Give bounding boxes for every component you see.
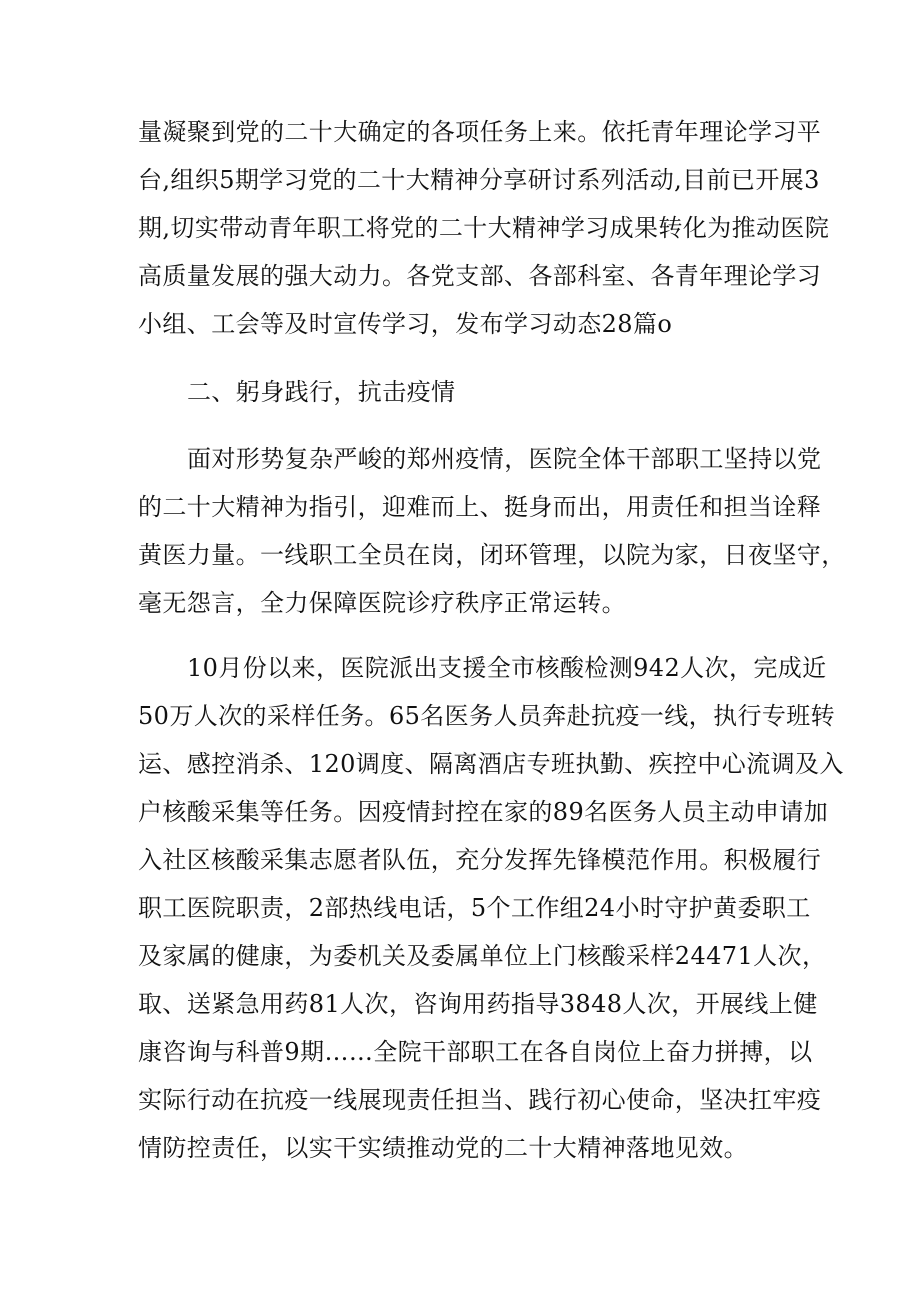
section-heading-2: 二、躬身践行，抗击疫情: [187, 378, 456, 406]
paragraph-3-line-11: 情防控责任，以实干实绩推动党的二十大精神落地见效。: [138, 1134, 748, 1162]
paragraph-3-line-1: 10月份以来，医院派出支援全市核酸检测942人次，完成近: [187, 654, 827, 682]
paragraph-3-line-7: 及家属的健康，为委机关及委属单位上门核酸采样24471人次，: [138, 942, 827, 970]
paragraph-3-line-10: 实际行动在抗疫一线展现责任担当、践行初心使命，坚决扛牢疫: [138, 1086, 822, 1114]
paragraph-3-line-9: 康咨询与科普9期……全院干部职工在各自岗位上奋力拼搏，以: [138, 1038, 813, 1066]
paragraph-1-line-3: 期,切实带动青年职工将党的二十大精神学习成果转化为推动医院: [138, 214, 830, 242]
paragraph-1-line-4: 高质量发展的强大动力。各党支部、各部科室、各青年理论学习: [138, 262, 822, 290]
paragraph-1-line-2: 台,组织5期学习党的二十大精神分享研讨系列活动,目前已开展3: [138, 166, 820, 194]
paragraph-1-line-1: 量凝聚到党的二十大确定的各项任务上来。依托青年理论学习平: [138, 118, 822, 146]
paragraph-2-line-4: 毫无怨言，全力保障医院诊疗秩序正常运转。: [138, 589, 626, 617]
paragraph-2-line-3: 黄医力量。一线职工全员在岗，闭环管理，以院为家，日夜坚守，: [138, 541, 846, 569]
paragraph-2-line-1: 面对形势复杂严峻的郑州疫情，医院全体干部职工坚持以党: [187, 445, 822, 473]
paragraph-3-line-4: 户核酸采集等任务。因疫情封控在家的89名医务人员主动申请加: [138, 798, 829, 826]
paragraph-3-line-6: 职工医院职责，2部热线电话，5个工作组24小时守护黄委职工: [138, 894, 811, 922]
paragraph-3-line-3: 运、感控消杀、120调度、隔离酒店专班执勤、疾控中心流调及入: [138, 750, 844, 778]
paragraph-1-line-5: 小组、工会等及时宣传学习，发布学习动态28篇o: [138, 310, 673, 338]
paragraph-3-line-8: 取、送紧急用药81人次，咨询用药指导3848人次，开展线上健: [138, 990, 818, 1018]
paragraph-3-line-5: 入社区核酸采集志愿者队伍，充分发挥先锋模范作用。积极履行: [138, 846, 822, 874]
paragraph-3-line-2: 50万人次的采样任务。65名医务人员奔赴抗疫一线，执行专班转: [138, 702, 836, 730]
paragraph-2-line-2: 的二十大精神为指引，迎难而上、挺身而出，用责任和担当诠释: [138, 493, 822, 521]
